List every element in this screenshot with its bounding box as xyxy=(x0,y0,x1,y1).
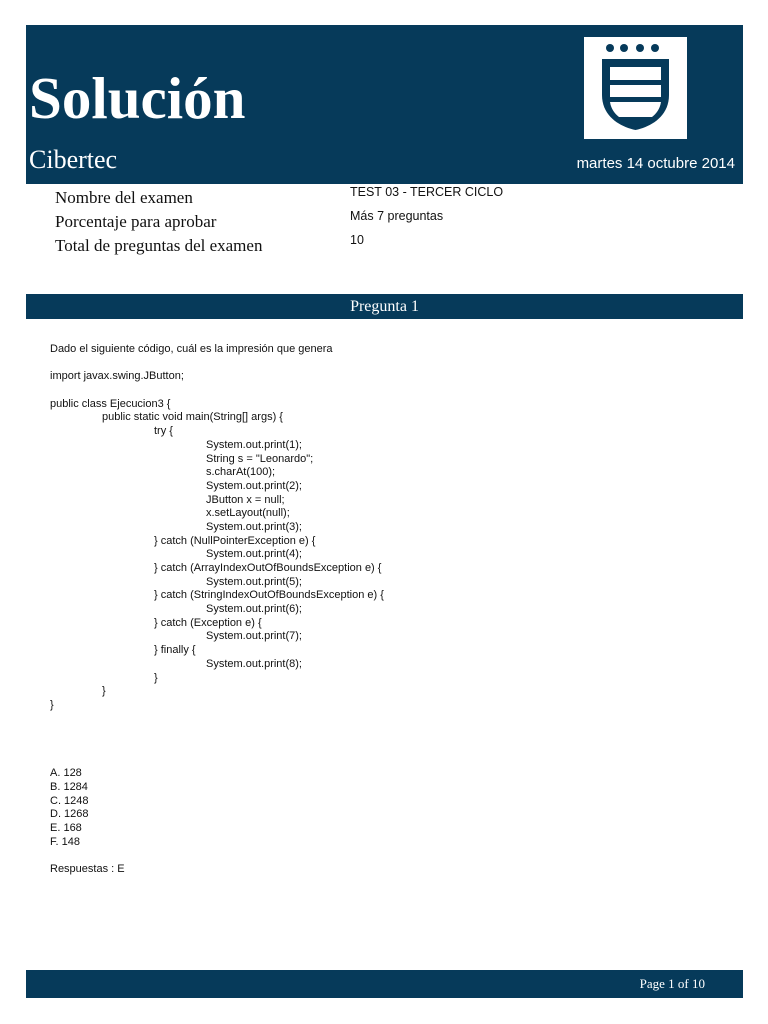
spacer xyxy=(50,849,710,863)
code-line: JButton x = null; xyxy=(206,493,285,506)
code-line: System.out.print(3); xyxy=(206,520,302,533)
answer-option: A. 128 xyxy=(50,767,82,780)
answer-options xyxy=(50,767,710,849)
code-line: try { xyxy=(154,425,173,438)
info-label: Total de preguntas del examen xyxy=(55,236,263,255)
logo xyxy=(584,37,687,139)
answer-option: E. 168 xyxy=(50,822,82,835)
info-value: TEST 03 - TERCER CICLO xyxy=(350,185,504,199)
code-line: System.out.print(8); xyxy=(206,657,302,670)
answer-option: B. 1284 xyxy=(50,781,88,793)
code-line: } catch (StringIndexOutOfBoundsException e) { xyxy=(154,589,384,602)
code-line: String s = "Leonardo"; xyxy=(206,452,314,465)
question-intro: Dado el siguiente código, cuál es la impresión que genera xyxy=(50,343,333,355)
page-number: Page 1 of 10 xyxy=(639,976,705,991)
info-label: Nombre del examen xyxy=(55,188,193,207)
spacer xyxy=(50,357,710,371)
question-body xyxy=(50,343,710,877)
code-line: } xyxy=(102,685,106,698)
code-line: } xyxy=(50,698,54,711)
info-value: Más 7 preguntas xyxy=(350,209,444,223)
code-line: } xyxy=(154,671,158,684)
code-line: } finally { xyxy=(154,644,196,657)
spacer xyxy=(50,754,710,768)
answer-option: D. 1268 xyxy=(50,808,89,821)
code-block xyxy=(50,370,710,712)
code-line: System.out.print(4); xyxy=(206,548,302,561)
code-line: } catch (NullPointerException e) { xyxy=(154,534,316,547)
code-line: s.charAt(100); xyxy=(206,466,276,479)
exam-date: martes 14 octubre 2014 xyxy=(576,155,735,172)
code-line: System.out.print(6); xyxy=(206,603,302,616)
answer-line: Respuestas : E xyxy=(50,863,125,876)
answer-option: F. 148 xyxy=(50,835,80,848)
code-line: } catch (ArrayIndexOutOfBoundsException e) { xyxy=(154,562,382,574)
code-line: System.out.print(5); xyxy=(206,575,302,588)
question-heading: Pregunta 1 xyxy=(26,294,743,319)
answer-option: C. 1248 xyxy=(50,794,89,807)
footer-band xyxy=(26,970,743,998)
spacer xyxy=(50,713,710,727)
code-line: System.out.print(1); xyxy=(206,438,302,451)
code-line: System.out.print(2); xyxy=(206,479,302,492)
code-line: public static void main(String[] args) { xyxy=(102,411,283,424)
code-line: import javax.swing.JButton; xyxy=(50,370,184,383)
code-line xyxy=(50,384,710,398)
code-line: x.setLayout(null); xyxy=(206,507,290,520)
info-label: Porcentaje para aprobar xyxy=(55,212,217,231)
shield-crest-icon xyxy=(584,37,687,139)
code-line: System.out.print(7); xyxy=(206,630,302,643)
code-line: public class Ejecucion3 { xyxy=(50,397,171,410)
spacer xyxy=(50,740,710,754)
info-value: 10 xyxy=(350,233,364,247)
page-title: Solución xyxy=(29,65,246,131)
institution-name: Cibertec xyxy=(29,145,118,174)
spacer xyxy=(50,726,710,740)
code-line: } catch (Exception e) { xyxy=(154,616,262,629)
